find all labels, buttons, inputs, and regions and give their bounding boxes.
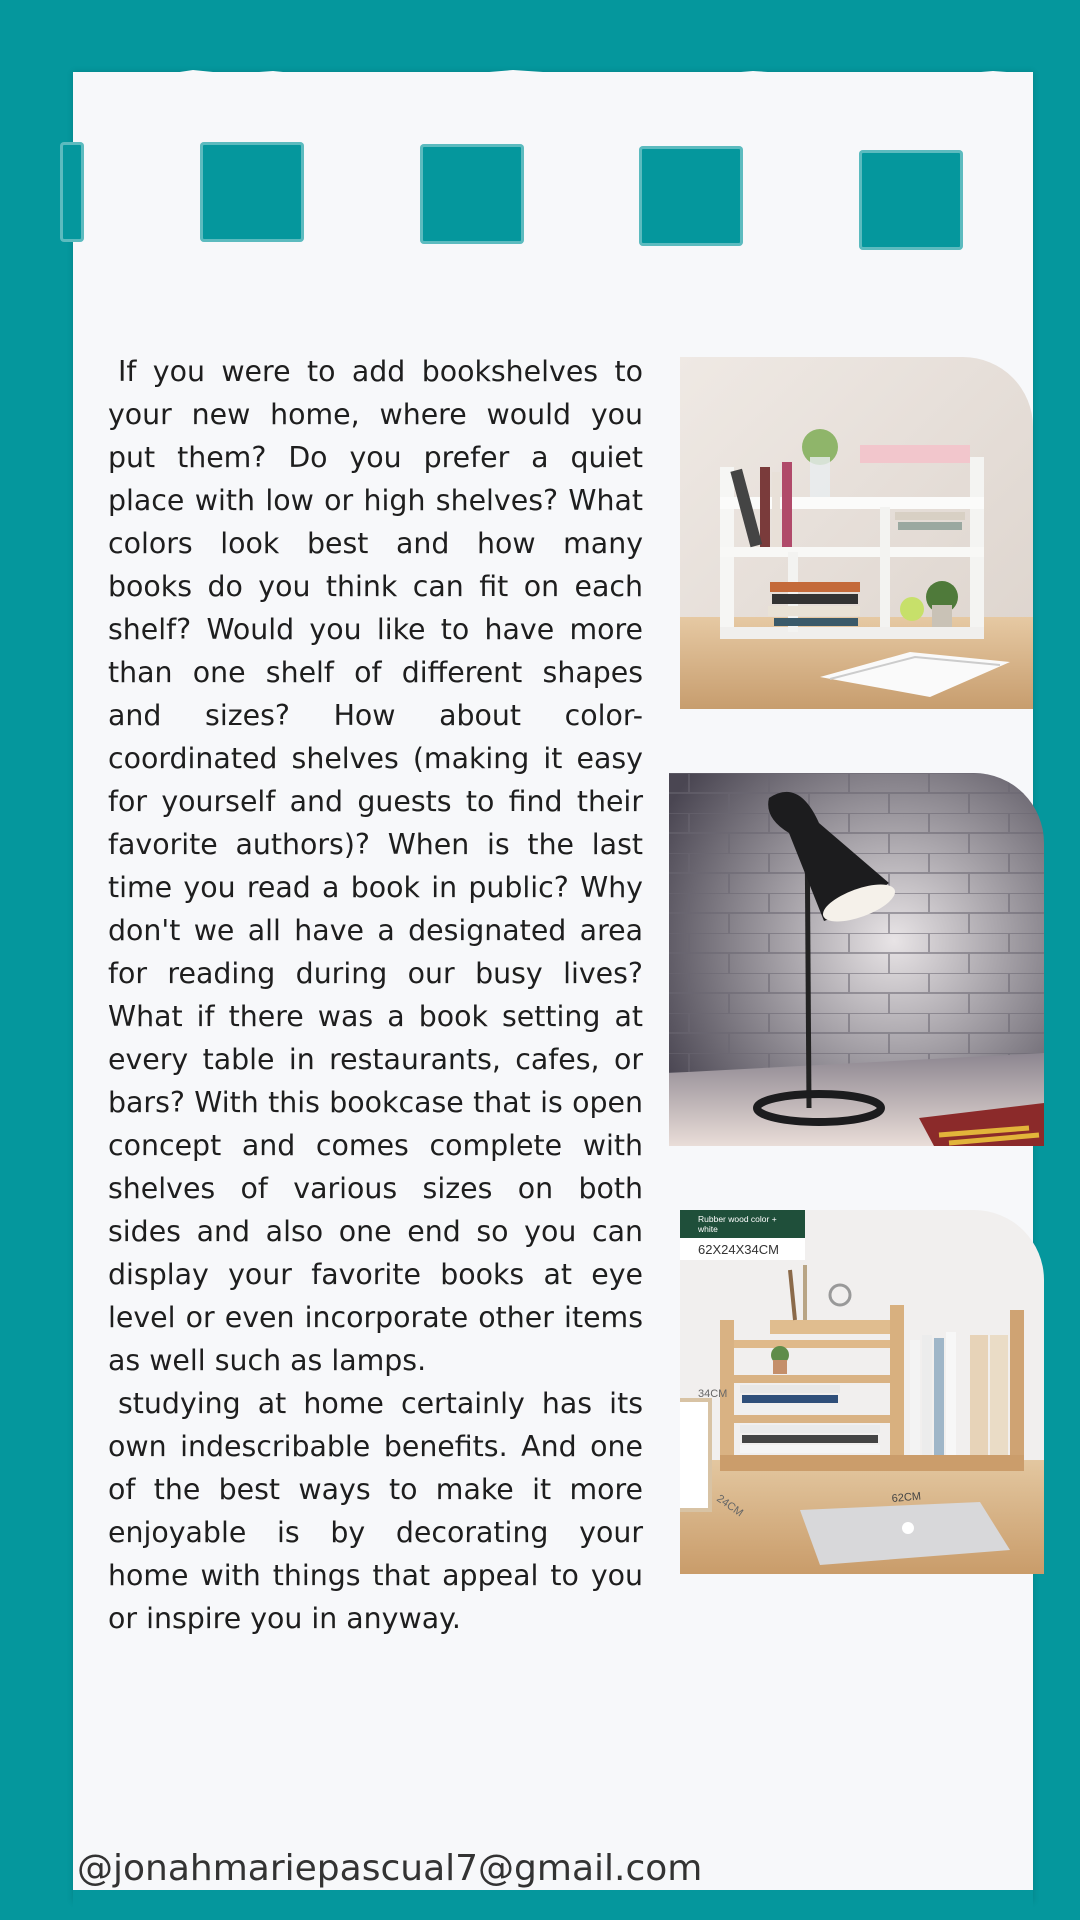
depth-label: 24CM [714, 1492, 746, 1520]
white-bookshelf-photo [680, 357, 1033, 709]
desk-lamp-photo [669, 773, 1044, 1146]
height-label: 34CM [698, 1388, 728, 1400]
tag-line-2: white [698, 1224, 718, 1234]
punch-hole [639, 146, 743, 246]
tag-line-1: Rubber wood color + [698, 1214, 777, 1224]
contact-email: @jonahmariepascual7@gmail.com [77, 1848, 703, 1889]
wooden-desk-organizer-photo [680, 1210, 1044, 1574]
punch-hole [859, 150, 963, 250]
article-body [108, 350, 643, 1640]
dimensions-label: 62X24X34CM [698, 1242, 779, 1257]
punch-hole [60, 142, 84, 242]
article-paragraph-2: studying at home certainly has its own indescribable benefits. And one of the best ways to make it more enjoyable is by decorating your home with things that appeal to you or inspire you in anyway. [108, 1387, 643, 1635]
torn-paper-top-edge [73, 60, 1033, 90]
punch-hole [420, 144, 524, 244]
width-label: 62CM [891, 1490, 922, 1505]
article-paragraph-1: If you were to add bookshelves to your new home, where would you put them? Do you prefer a quiet place with low or high shelves? What colors look best and how many books do you think can fit on each shelf? Would you like to have more than one shelf of different shapes and sizes? How about color-coordinated shelves (making it easy for yourself and guests to find their favorite authors)? When is the last time you read a book in public? Why don't we all have a designated area for reading during our busy lives? What if there was a book setting at every table in restaurants, cafes, or bars? With this bookcase that is open concept and comes complete with shelves of various sizes on both sides and also one end so you can display your favorite books at eye level or even incorporate other items as well such as lamps. [108, 355, 643, 1377]
punch-hole [200, 142, 304, 242]
